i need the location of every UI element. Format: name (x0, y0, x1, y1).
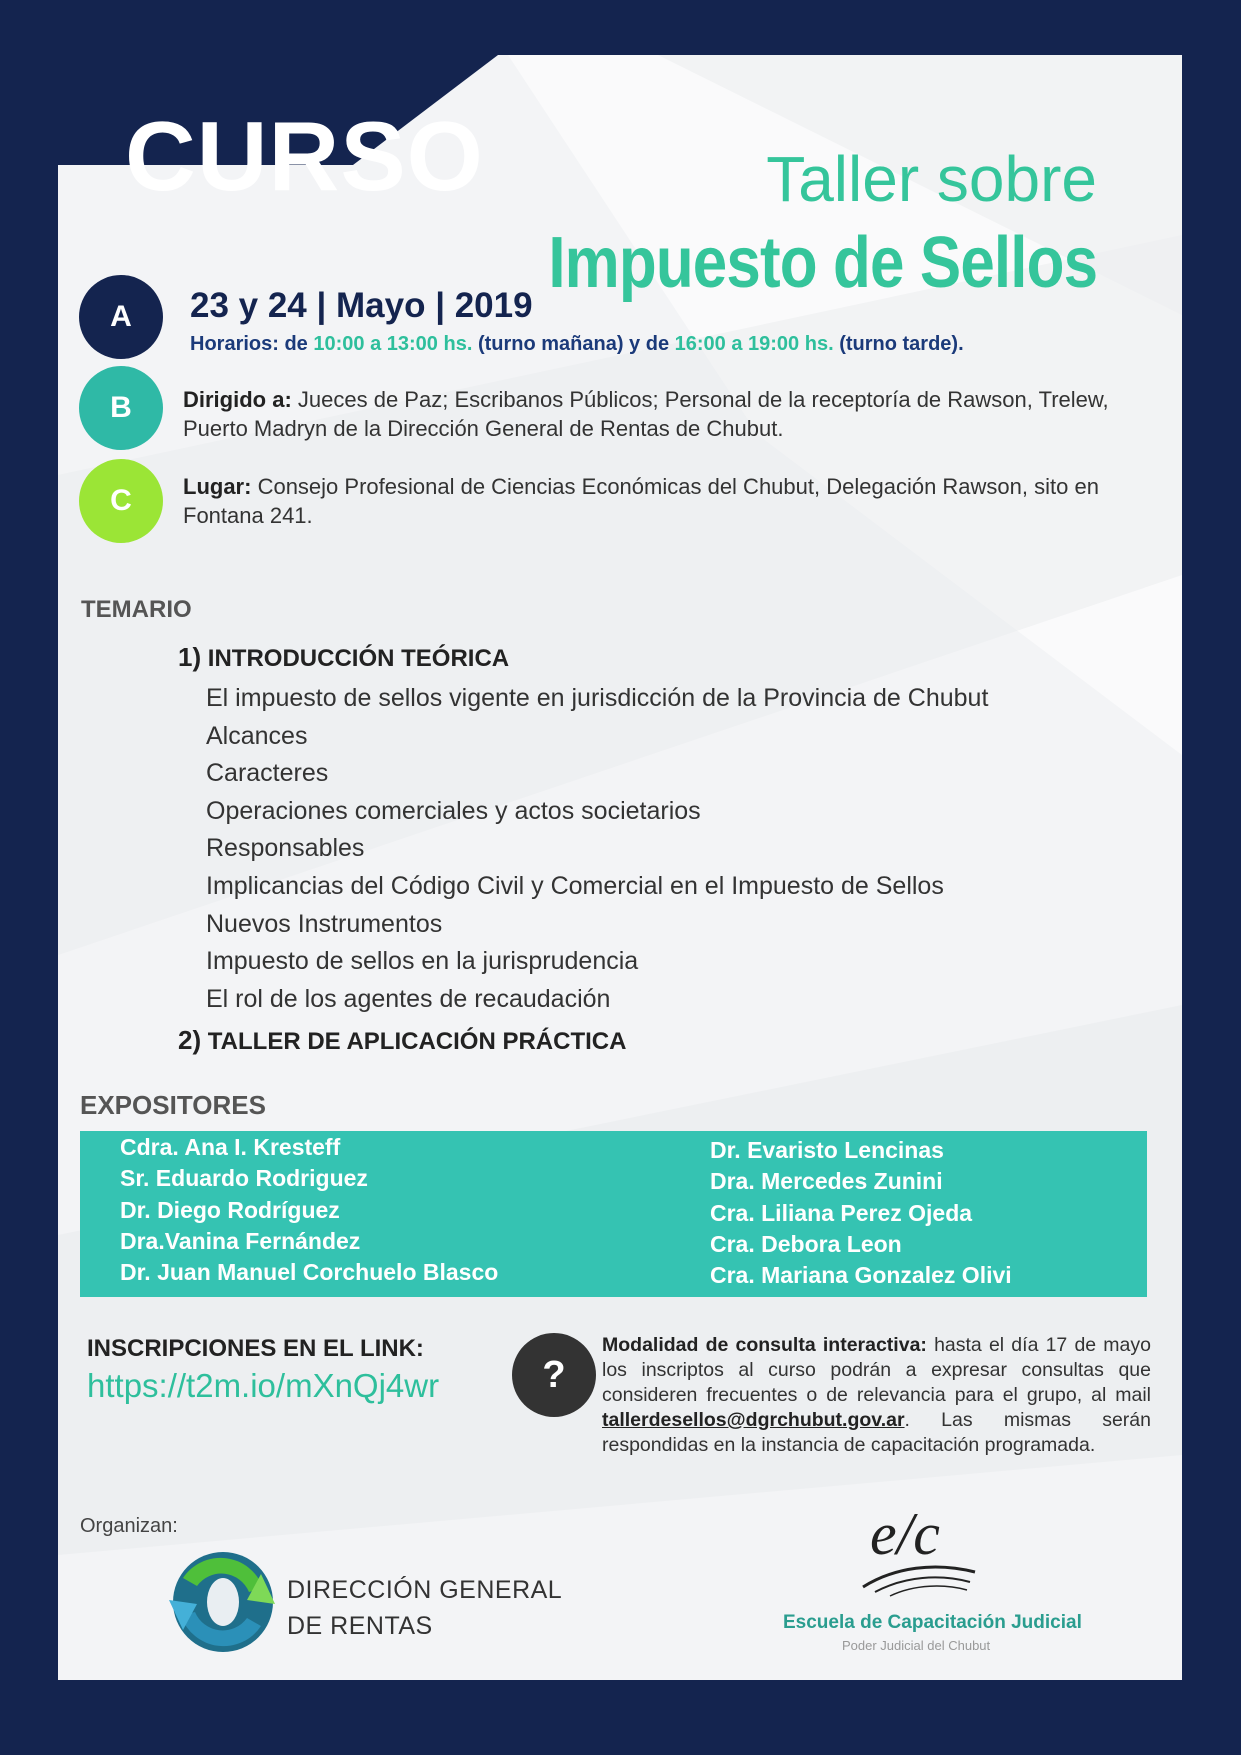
speaker-name: Sr. Eduardo Rodriguez (120, 1165, 368, 1192)
location-label: Lugar: (183, 474, 252, 499)
item-b-letter: B (110, 391, 132, 424)
consultation-text2: . Las mismas serán respondidas en la instancia de capacitación programada. (602, 1409, 1151, 1456)
ecj-name: Escuela de Capacitación Judicial (783, 1612, 1082, 1633)
topic-item: Responsables (206, 834, 365, 863)
topic-item: Impuesto de sellos en la jurisprudencia (206, 947, 639, 976)
afternoon-label: (turno tarde). (839, 333, 964, 355)
topic-item: Nuevos Instrumentos (206, 909, 443, 938)
item-c-circle (79, 459, 163, 543)
item-a-circle (79, 275, 163, 359)
topic-item: Operaciones comerciales y actos societarios (206, 796, 701, 825)
section2-number: 2) (178, 1025, 202, 1055)
item-b-circle (79, 366, 163, 450)
consultation-paragraph (602, 1333, 1151, 1458)
audience-label: Dirigido a: (183, 387, 292, 412)
speaker-name: Cdra. Ana I. Kresteff (120, 1134, 341, 1160)
afternoon-time: 16:00 a 19:00 hs. (674, 333, 834, 355)
speaker-name: Cra. Debora Leon (710, 1230, 902, 1257)
topic-item: El rol de los agentes de recaudación (206, 984, 611, 1013)
ecj-subtitle: Poder Judicial del Chubut (842, 1638, 991, 1653)
question-glyph: ? (542, 1353, 566, 1396)
section2-label: TALLER DE APLICACIÓN PRÁCTICA (207, 1028, 627, 1055)
dgr-name-line2: DE RENTAS (287, 1612, 433, 1640)
speaker-name: Dr. Diego Rodríguez (120, 1196, 340, 1223)
expositores-right-list (710, 1135, 1012, 1291)
curso-badge: CURSO (125, 101, 484, 211)
registration-label: INSCRIPCIONES EN EL LINK: (87, 1335, 424, 1362)
schedule-label: Horarios: de (190, 333, 308, 355)
dgr-logo-icon (163, 1548, 281, 1656)
title-line2: Impuesto de Sellos (548, 223, 1097, 303)
ecj-logo-icon (855, 1492, 985, 1602)
expositores-box (80, 1131, 1147, 1297)
question-icon (512, 1333, 596, 1417)
morning-label: (turno mañana) y de (477, 333, 670, 355)
consultation-email-link[interactable]: tallerdesellos@dgrchubut.gov.ar (602, 1409, 905, 1431)
expositores-left-list (120, 1132, 498, 1288)
speaker-name: Dra. Mercedes Zunini (710, 1168, 943, 1195)
topic-item: El impuesto de sellos vigente en jurisdicción de la Provincia de Chubut (206, 684, 989, 712)
temario-heading: TEMARIO (81, 596, 192, 623)
consultation-label: Modalidad de consulta interactiva: (602, 1334, 927, 1356)
item-a-letter: A (110, 300, 132, 333)
registration-link[interactable]: https://t2m.io/mXnQj4wr (87, 1367, 440, 1404)
section1-number: 1) (178, 642, 202, 672)
section1-label: INTRODUCCIÓN TEÓRICA (207, 645, 510, 672)
consultation-text1: hasta el día 17 de mayo los inscriptos al curso podrán a expresar consultas que consideren frecuentes o de relevancia para el grupo, al mail (602, 1334, 1151, 1406)
speaker-name: Dr. Evaristo Lencinas (710, 1137, 944, 1163)
organizers-label: Organizan: (80, 1515, 178, 1537)
schedule (190, 333, 964, 356)
topic-list (206, 680, 988, 1018)
audience-paragraph (183, 385, 1143, 443)
topic-item: Implicancias del Código Civil y Comercial en el Impuesto de Sellos (206, 871, 944, 900)
dgr-name-line1: DIRECCIÓN GENERAL (287, 1576, 563, 1604)
topic-item: Alcances (206, 721, 308, 750)
dgr-name (287, 1572, 562, 1644)
speaker-name: Dra.Vanina Fernández (120, 1227, 361, 1254)
speaker-name: Cra. Mariana Gonzalez Olivi (710, 1262, 1012, 1289)
speaker-name: Dr. Juan Manuel Corchuelo Blasco (120, 1259, 499, 1286)
speaker-name: Cra. Liliana Perez Ojeda (710, 1199, 973, 1226)
item-c-letter: C (110, 484, 132, 517)
location-text: Consejo Profesional de Ciencias Económicas del Chubut, Delegación Rawson, sito en Fontana 241. (183, 474, 1099, 528)
section1-title (178, 642, 509, 673)
course-date: 23 y 24 | Mayo | 2019 (190, 286, 533, 325)
location-paragraph (183, 472, 1143, 530)
title-line1: Taller sobre (766, 143, 1097, 215)
morning-time: 10:00 a 13:00 hs. (313, 333, 473, 355)
ecj-logo-mark: e/c (870, 1501, 940, 1567)
topic-item: Caracteres (206, 759, 329, 788)
expositores-heading: EXPOSITORES (80, 1090, 266, 1120)
audience-text: Jueces de Paz; Escribanos Públicos; Personal de la receptoría de Rawson, Trelew, Puerto Madryn de la Dirección General de Rentas de Chubut. (183, 387, 1109, 441)
section2-title (178, 1025, 626, 1056)
